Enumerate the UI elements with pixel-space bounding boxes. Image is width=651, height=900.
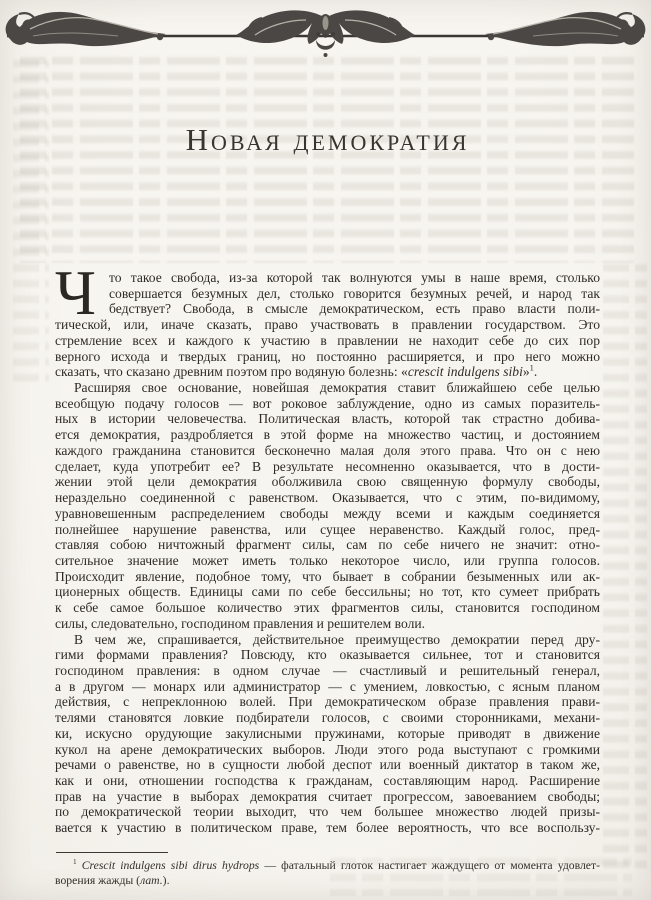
bleed-through-text-left-margin <box>13 58 49 388</box>
text-segment: В чем же, спрашивается, действительное преимущество демократии перед дру- <box>74 631 600 647</box>
text-line <box>55 537 600 553</box>
text-line <box>55 742 600 758</box>
text-line <box>55 789 600 805</box>
text-line <box>55 270 600 286</box>
text-segment: кукол на арене демократических выборов. Люди этого рода выступают с громкими <box>55 741 600 757</box>
text-line <box>55 317 600 333</box>
bleed-through-text-top <box>20 55 634 263</box>
text-segment: сительное значение может иметь только некоторое число, или группа голосов. <box>55 552 600 568</box>
text-segment: силы, следовательно, господином правления и решителем воли. <box>55 615 426 631</box>
text-line <box>55 773 600 789</box>
text-line <box>55 679 600 695</box>
text-segment: ется демократия, раздробляется в этой форме на множество частиц, и достоянием <box>55 427 600 443</box>
drop-cap: Ч <box>55 258 96 328</box>
text-segment: гими формами правления? Повсюду, кто оказывается сильнее, тот и становится <box>55 647 600 663</box>
body-text <box>55 258 600 836</box>
text-line <box>55 726 600 742</box>
text-line <box>55 616 600 632</box>
text-segment: Crescit indulgens sibi dirus hydrops <box>81 859 260 872</box>
text-segment: уравновешенным распределением свободы между всеми и каждым соединяется <box>55 505 600 521</box>
text-line <box>55 710 600 726</box>
text-line <box>55 396 600 412</box>
text-segment: — фатальный глоток настигает жаждущего от момента удовлет- <box>259 859 600 872</box>
text-segment: бедствует? Свобода, в смысле демократическом, есть право власти поли- <box>109 301 600 317</box>
text-segment: к себе самое большое количество этих фрагментов силы, становится господином <box>55 600 600 616</box>
text-segment: жении этой цели демократия оболживила свою священную формулу свободы, <box>55 474 600 490</box>
text-line <box>55 647 600 663</box>
text-line <box>55 600 600 616</box>
text-line <box>55 349 600 365</box>
text-segment: Происходит явление, подобное тому, что бывает в собрании безыменных или ак- <box>55 568 600 584</box>
text-line <box>55 459 600 475</box>
text-line <box>55 804 600 820</box>
text-line <box>55 301 600 317</box>
paragraph <box>55 258 600 380</box>
text-segment: лат. <box>140 873 163 887</box>
text-line <box>55 364 600 380</box>
text-line <box>55 380 600 396</box>
text-segment: речами о равенстве, но в сущности любой деспот или военный диктатор в таком же, <box>55 757 600 773</box>
acanthus-center-ornament-icon <box>236 10 415 57</box>
text-segment: господином правления: в одном случае — счастливый и решительный генерал, <box>55 662 600 678</box>
footnote-line <box>55 874 600 889</box>
text-line <box>55 584 600 600</box>
text-segment: ки, искусно орудующие закулисными пружинами, которые приводят в движение <box>55 725 600 741</box>
acanthus-scroll-icon <box>6 12 166 46</box>
text-segment: ционерных обществ. Единицы сами по себе бессильны; но тот, кто сумеет прибрать <box>55 584 600 600</box>
text-segment: вается к участию в политическом праве, тем более вероятность, что все воспользу- <box>55 820 600 836</box>
text-line <box>55 522 600 538</box>
text-segment: 1 <box>73 858 77 867</box>
footnote-separator <box>56 852 168 853</box>
text-line <box>55 553 600 569</box>
text-segment: 1 <box>529 362 534 373</box>
text-segment: по демократической теории выходит, что чем большее множество людей призы- <box>55 804 600 820</box>
text-line <box>55 443 600 459</box>
text-segment: Расширяя свое основание, новейшая демократия ставит ближайшею себе целью <box>74 380 600 396</box>
page-title: Новая демократия <box>185 122 470 157</box>
text-segment: сказать, что сказано древним поэтом про водяную болезнь: « <box>55 364 408 380</box>
text-segment: . <box>533 364 538 380</box>
text-segment: то такое свобода, из-за которой так волнуются умы в наше время, столько <box>109 270 600 285</box>
text-segment: каждого гражданина становится бесконечно малая доля этого права. Что он с нею <box>55 442 600 458</box>
text-segment: ). <box>162 873 170 887</box>
text-line <box>55 427 600 443</box>
text-segment: нераздельно соединенной с равенством. Оказывается, что с этим, по-видимому, <box>55 490 600 506</box>
text-segment: совершается безумных дел, столько говорится безумных речей, и народ так <box>109 285 600 301</box>
text-segment: действия, с непреклонною волей. При демократическом образе правления прави- <box>55 694 600 710</box>
text-segment: сделает, куда употребит ее? В результате несомненно оказывается, что в дости- <box>55 458 600 474</box>
text-segment: прав на участие в выборах демократия считает прогрессом, завоеванием свободы; <box>55 788 600 804</box>
text-line <box>55 569 600 585</box>
footnote-line <box>55 859 600 874</box>
text-segment: телями становятся ловкие подбиратели голосов, с своими сторонниками, механи- <box>55 710 600 726</box>
text-segment: ставляя собою ничтожный фрагмент силы, сам по себе ничего не значит: отно- <box>55 537 600 553</box>
text-segment: ных в истории человечества. Политическая власть, которой так страстно добива- <box>55 411 600 427</box>
paragraph <box>55 380 600 632</box>
footnote <box>55 859 600 888</box>
text-segment: а в другом — монарх или администратор — с умением, ловкостью, с ясным планом <box>55 678 600 694</box>
text-line <box>55 663 600 679</box>
text-segment: стремление всех и каждого к участию в правлении не находит себе до сих пор <box>55 332 600 348</box>
text-line <box>55 286 600 302</box>
text-segment: ворения жажды ( <box>55 873 141 887</box>
acanthus-scroll-icon <box>485 12 645 46</box>
text-segment: верного исхода и твердых границ, но постоянно расширяется, и про него можно <box>55 348 600 364</box>
text-segment: полнейшее нарушение равенства, или сущее неравенство. Каждый голос, пред- <box>55 521 600 537</box>
ornamental-header-rule <box>0 6 651 70</box>
text-line <box>55 490 600 506</box>
text-line <box>55 411 600 427</box>
text-line <box>55 757 600 773</box>
text-segment: как и они, отношении господства к гражданам, составляющим народ. Расширение <box>55 773 600 788</box>
text-line <box>55 820 600 836</box>
bleed-through-text-right-margin <box>603 262 647 874</box>
text-line <box>55 474 600 490</box>
text-line <box>55 694 600 710</box>
text-segment: тической, или, иначе сказать, право участвовать в правлении государством. Это <box>55 317 600 333</box>
text-segment: » <box>522 364 530 380</box>
text-segment: всеобщую подачу голосов — вот роковое заблуждение, одно из самых поразитель- <box>55 395 600 411</box>
text-line <box>55 632 600 648</box>
text-line <box>55 506 600 522</box>
text-segment: crescit indulgens sibi <box>407 364 523 380</box>
text-line <box>55 333 600 349</box>
paragraph <box>55 632 600 836</box>
